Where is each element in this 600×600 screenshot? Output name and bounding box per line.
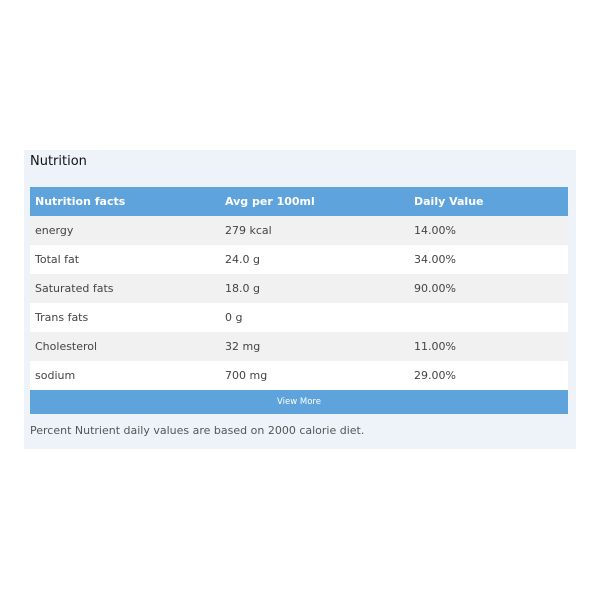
table-row	[30, 332, 568, 361]
table-row	[30, 303, 568, 332]
cell-daily-value: 34.00%	[414, 253, 456, 266]
table-row	[30, 274, 568, 303]
cell-nutrient: energy	[35, 224, 74, 237]
cell-nutrient: Cholesterol	[35, 340, 98, 353]
cell-nutrient: Trans fats	[35, 311, 89, 324]
table-row	[30, 245, 568, 274]
cell-daily-value: 90.00%	[414, 282, 456, 295]
cell-nutrient: Saturated fats	[35, 282, 114, 295]
cell-daily-value: 14.00%	[414, 224, 456, 237]
cell-nutrient: sodium	[35, 369, 76, 382]
nutrition-table	[30, 187, 568, 414]
cell-amount: 700 mg	[225, 369, 268, 382]
view-more-button[interactable]: View More	[30, 390, 568, 414]
cell-amount: 24.0 g	[225, 253, 260, 266]
cell-amount: 0 g	[225, 311, 243, 324]
header-nutrition-facts: Nutrition facts	[35, 195, 126, 208]
nutrition-panel	[24, 150, 576, 449]
table-header-row	[30, 187, 568, 216]
cell-daily-value: 11.00%	[414, 340, 456, 353]
header-avg-per-100ml: Avg per 100ml	[225, 195, 315, 208]
cell-amount: 279 kcal	[225, 224, 272, 237]
cell-nutrient: Total fat	[35, 253, 80, 266]
table-row	[30, 216, 568, 245]
panel-title: Nutrition	[30, 154, 87, 169]
cell-daily-value: 29.00%	[414, 369, 456, 382]
cell-amount: 18.0 g	[225, 282, 260, 295]
header-daily-value: Daily Value	[414, 195, 484, 208]
cell-amount: 32 mg	[225, 340, 261, 353]
table-row	[30, 361, 568, 390]
footnote: Percent Nutrient daily values are based on 2000 calorie diet.	[30, 424, 365, 437]
